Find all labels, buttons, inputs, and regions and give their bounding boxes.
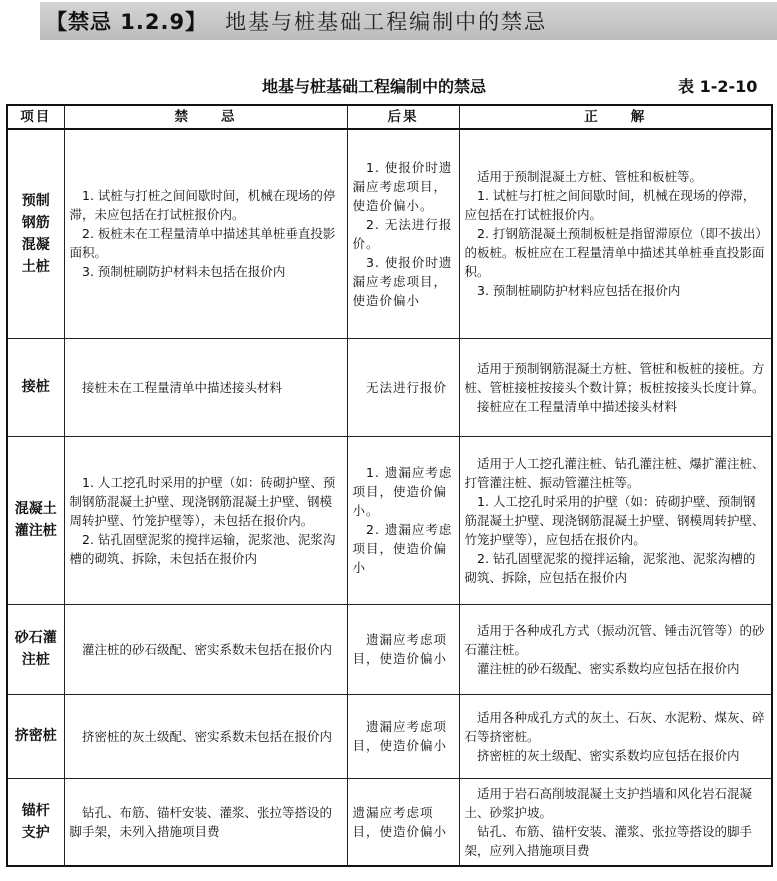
table-row (7, 604, 772, 694)
header-item: 项目 (7, 105, 64, 129)
header-consequence: 后果 (347, 105, 459, 129)
taboo-table (6, 104, 773, 867)
row-taboo: 接桩未在工程量清单中描述接头材料 (64, 338, 347, 436)
row-solution: 适用于人工挖孔灌注桩、钻孔灌注桩、爆扩灌注桩、打管灌注桩、振动管灌注桩等。 1. 人工挖孔时采用的护壁（如：砖砌护壁、预制钢筋混凝土护壁、现浇钢筋混凝土护壁、钢模周转护壁、竹笼护壁等），应包括在报价内。 2. 钻孔固壁泥浆的搅拌运输，泥浆池、泥浆沟槽的砌筑、拆除，应包括在报价内 (459, 436, 772, 604)
header-taboo: 禁 忌 (64, 105, 347, 129)
row-consequence: 遗漏应考虑项目，使造价偏小 (347, 604, 459, 694)
table-row (7, 338, 772, 436)
table-row (7, 436, 772, 604)
row-item: 接桩 (7, 338, 64, 436)
row-consequence: 遗漏应考虑项目，使造价偏小 (347, 778, 459, 866)
row-consequence: 1. 遗漏应考虑项目，使造价偏小。 2. 遗漏应考虑项目，使造价偏小 (347, 436, 459, 604)
row-taboo: 1. 试桩与打桩之间间歇时间，机械在现场的停滞，未应包括在打试桩报价内。 2. 板桩未在工程量清单中描述其单桩垂直投影面积。 3. 预制桩刷防护材料未包括在报价内 (64, 129, 347, 338)
row-item: 锚杆 支护 (7, 778, 64, 866)
row-item: 挤密桩 (7, 694, 64, 778)
table-row (7, 694, 772, 778)
row-consequence: 遗漏应考虑项目，使造价偏小 (347, 694, 459, 778)
row-item: 混凝土 灌注桩 (7, 436, 64, 604)
table-number: 表 1-2-10 (678, 77, 758, 96)
section-title: 地基与桩基础工程编制中的禁忌 (225, 10, 548, 34)
row-taboo: 1. 人工挖孔时采用的护壁（如：砖砌护壁、预制钢筋混凝土护壁、现浇钢筋混凝土护壁、钢模周转护壁、竹笼护壁等），未包括在报价内。 2. 钻孔固壁泥浆的搅拌运输，泥浆池、泥浆沟槽的砌筑、拆除，未包括在报价内 (64, 436, 347, 604)
row-item: 砂石灌 注桩 (7, 604, 64, 694)
table-row (7, 129, 772, 338)
table-row (7, 778, 772, 866)
row-solution: 适用于各种成孔方式（振动沉管、锤击沉管等）的砂石灌注桩。 灌注桩的砂石级配、密实系数均应包括在报价内 (459, 604, 772, 694)
header-solution: 正 解 (459, 105, 772, 129)
section-banner (40, 2, 777, 40)
table-header-row (7, 105, 772, 129)
section-tag: 【禁忌 1.2.9】 (46, 10, 208, 34)
row-solution: 适用于预制混凝土方桩、管桩和板桩等。 1. 试桩与打桩之间间歇时间，机械在现场的停滞，应包括在打试桩报价内。 2. 打钢筋混凝土预制板桩是指留滞原位（即不拔出）的板桩。板桩应在工程量清单中描述其单桩垂直投影面积。 3. 预制桩刷防护材料应包括在报价内 (459, 129, 772, 338)
row-consequence: 无法进行报价 (347, 338, 459, 436)
row-solution: 适用于预制钢筋混凝土方桩、管桩和板桩的接桩。方桩、管桩接桩按接头个数计算；板桩按接头长度计算。 接桩应在工程量清单中描述接头材料 (459, 338, 772, 436)
row-item: 预制 钢筋 混凝 土桩 (7, 129, 64, 338)
table-title: 地基与桩基础工程编制中的禁忌 (262, 77, 487, 96)
row-solution: 适用各种成孔方式的灰土、石灰、水泥粉、煤灰、碎石等挤密桩。 挤密桩的灰土级配、密实系数均应包括在报价内 (459, 694, 772, 778)
row-solution: 适用于岩石高削坡混凝土支护挡墙和风化岩石混凝土、砂浆护坡。 钻孔、布筋、锚杆安装、灌浆、张拉等搭设的脚手架，应列入措施项目费 (459, 778, 772, 866)
row-consequence: 1. 使报价时遗漏应考虑项目，使造价偏小。 2. 无法进行报价。 3. 使报价时遗漏应考虑项目，使造价偏小 (347, 129, 459, 338)
row-taboo: 挤密桩的灰土级配、密实系数未包括在报价内 (64, 694, 347, 778)
row-taboo: 灌注桩的砂石级配、密实系数未包括在报价内 (64, 604, 347, 694)
row-taboo: 钻孔、布筋、锚杆安装、灌浆、张拉等搭设的脚手架，未列入措施项目费 (64, 778, 347, 866)
